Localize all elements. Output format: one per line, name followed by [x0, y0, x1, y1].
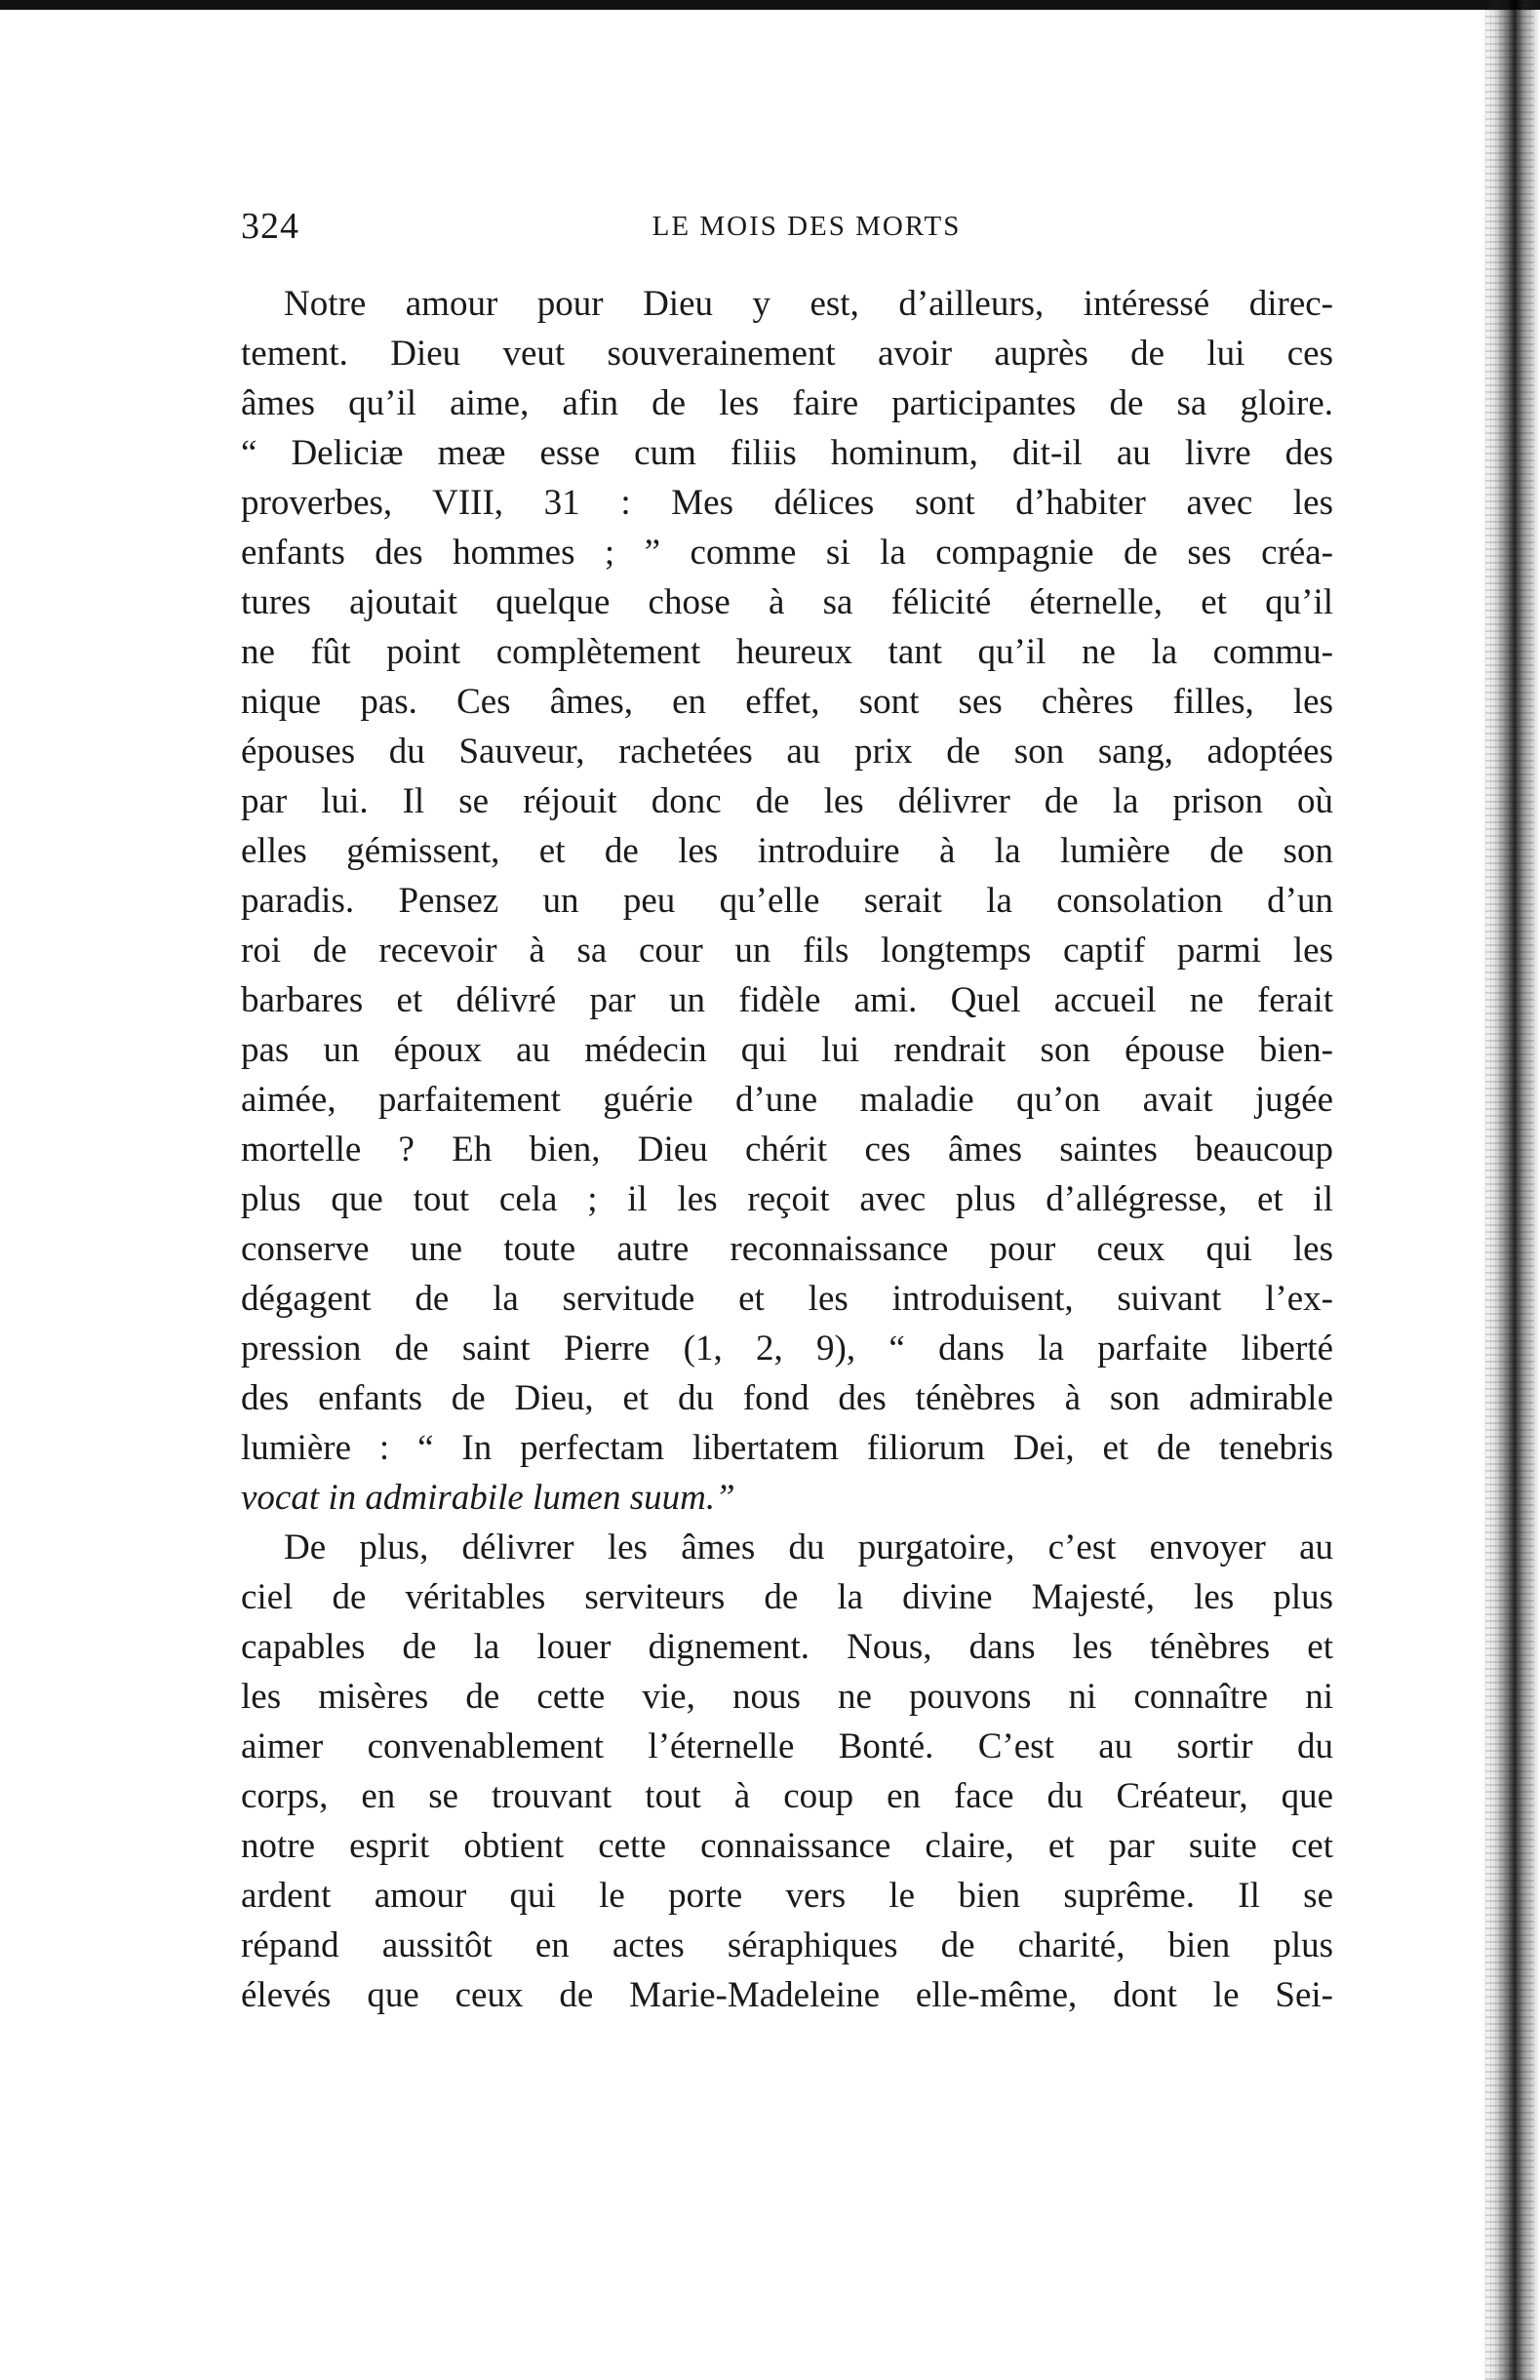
text-line: corps, en se trouvant tout à coup en face du Créateur, que: [241, 1776, 1333, 1816]
text-line: par lui. Il se réjouit donc de les délivrer de la prison où: [241, 781, 1333, 821]
scan-binding-speckle: [1485, 0, 1534, 2380]
text-line: Notre amour pour Dieu y est, d’ailleurs, intéressé direc-: [284, 284, 1333, 324]
text-line: les misères de cette vie, nous ne pouvons ni connaître ni: [241, 1677, 1333, 1717]
text-line: proverbes, VIII, 31 : Mes délices sont d’habiter avec les: [241, 483, 1333, 523]
body-text: [241, 279, 1333, 2020]
text-line: élevés que ceux de Marie-Madeleine elle-même, dont le Sei-: [241, 1975, 1333, 2015]
text-line: De plus, délivrer les âmes du purgatoire, c’est envoyer au: [284, 1527, 1333, 1567]
text-line: aimer convenablement l’éternelle Bonté. C’est au sortir du: [241, 1726, 1333, 1766]
text-line: répand aussitôt en actes séraphiques de charité, bien plus: [241, 1925, 1333, 1965]
text-line: vocat in admirabile lumen suum.”: [241, 1478, 735, 1518]
text-line: notre esprit obtient cette connaissance claire, et par suite cet: [241, 1826, 1333, 1866]
text-line: “ Deliciæ meæ esse cum filiis hominum, dit-il au livre des: [241, 433, 1333, 473]
text-line: elles gémissent, et de les introduire à la lumière de son: [241, 831, 1333, 871]
text-line: lumière : “ In perfectam libertatem filiorum Dei, et de tenebris: [241, 1428, 1333, 1468]
running-head: [241, 205, 1333, 248]
running-title: LE MOIS DES MORTS: [652, 211, 962, 242]
text-line: tures ajoutait quelque chose à sa félicité éternelle, et qu’il: [241, 582, 1333, 622]
text-line: des enfants de Dieu, et du fond des ténèbres à son admirable: [241, 1378, 1333, 1418]
text-line: âmes qu’il aime, afin de les faire participantes de sa gloire.: [241, 383, 1333, 423]
text-line: ne fût point complètement heureux tant qu’il ne la commu-: [241, 632, 1333, 672]
text-line: dégagent de la servitude et les introduisent, suivant l’ex-: [241, 1279, 1333, 1319]
text-line: capables de la louer dignement. Nous, dans les ténèbres et: [241, 1627, 1333, 1667]
text-line: barbares et délivré par un fidèle ami. Quel accueil ne ferait: [241, 980, 1333, 1020]
text-line: ardent amour qui le porte vers le bien suprême. Il se: [241, 1876, 1333, 1916]
text-line: paradis. Pensez un peu qu’elle serait la consolation d’un: [241, 881, 1333, 921]
text-line: roi de recevoir à sa cour un fils longtemps captif parmi les: [241, 931, 1333, 971]
text-line: pression de saint Pierre (1, 2, 9), “ dans la parfaite liberté: [241, 1329, 1333, 1368]
text-line: enfants des hommes ; ” comme si la compagnie de ses créa-: [241, 533, 1333, 573]
scan-top-edge: [0, 0, 1540, 10]
text-line: épouses du Sauveur, rachetées au prix de son sang, adoptées: [241, 732, 1333, 772]
text-line: plus que tout cela ; il les reçoit avec plus d’allégresse, et il: [241, 1179, 1333, 1219]
text-line: mortelle ? Eh bien, Dieu chérit ces âmes saintes beaucoup: [241, 1130, 1333, 1170]
text-line: tement. Dieu veut souverainement avoir auprès de lui ces: [241, 334, 1333, 374]
text-line: nique pas. Ces âmes, en effet, sont ses chères filles, les: [241, 682, 1333, 722]
text-line: pas un époux au médecin qui lui rendrait son épouse bien-: [241, 1030, 1333, 1070]
text-line: ciel de véritables serviteurs de la divine Majesté, les plus: [241, 1577, 1333, 1617]
text-line: aimée, parfaitement guérie d’une maladie qu’on avait jugée: [241, 1080, 1333, 1120]
text-line: conserve une toute autre reconnaissance pour ceux qui les: [241, 1229, 1333, 1269]
page-number: 324: [241, 206, 299, 247]
